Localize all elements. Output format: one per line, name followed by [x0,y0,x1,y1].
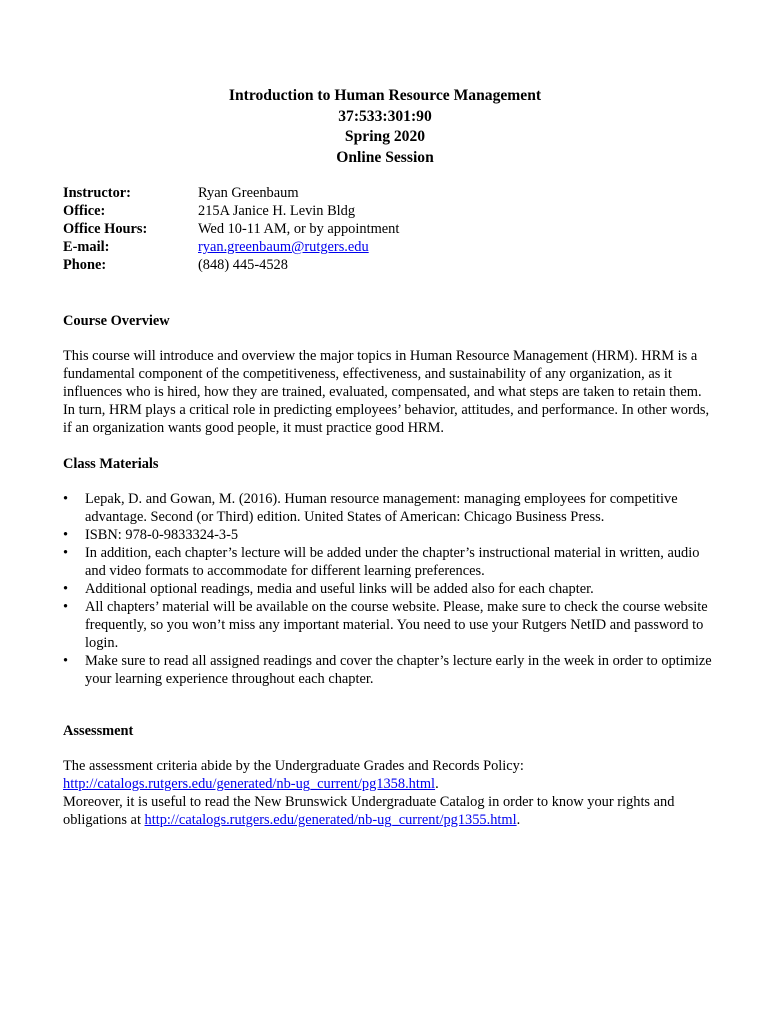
info-row-instructor [63,184,399,202]
list-item-text: In addition, each chapter’s lecture will be added under the chapter’s instructional material in written, audio and video formats to accommodate for different learning preferences. [85,545,700,579]
list-item-text: Lepak, D. and Gowan, M. (2016). Human resource management: managing employees for competitive advantage. Second (or Third) edition. United States of American: Chicago Business Press. [85,491,678,525]
overview-body: This course will introduce and overview the major topics in Human Resource Management (HRM). HRM is a fundamental component of the competitiveness, effectiveness, and sustainability of any organization, as it influences who is hired, how they are trained, evaluated, compensated, and what steps are taken to retain them. In turn, HRM plays a critical role in predicting employees’ behavior, attitudes, and performance. In other words, if an organization wants good people, it must practice good HRM. [63,348,710,436]
overview-section [63,312,713,437]
grades-policy-link[interactable]: http://catalogs.rutgers.edu/generated/nb-ug_current/pg1358.html [63,776,436,792]
period: . [516,812,521,828]
overview-heading: Course Overview [63,313,170,329]
bullet-icon: • [63,527,69,543]
catalog-link[interactable]: http://catalogs.rutgers.edu/generated/nb-ug_current/pg1355.html [144,812,517,828]
info-label: Phone: [63,257,107,273]
phone-number: (848) 445-4528 [198,257,288,273]
materials-section [63,455,713,688]
list-item [63,490,713,526]
list-item [63,526,713,544]
email-link[interactable]: ryan.greenbaum@rutgers.edu [198,239,369,255]
info-label: E-mail: [63,239,110,255]
materials-heading: Class Materials [63,456,159,472]
list-item-text: ISBN: 978-0-9833324-3-5 [85,527,239,543]
title-block [0,86,770,168]
info-row-phone [63,256,399,274]
info-label: Instructor: [63,185,131,201]
assessment-body [63,757,713,829]
course-term: Spring 2020 [344,128,426,145]
assessment-text: The assessment criteria abide by the Undergraduate Grades and Records Policy: [63,758,524,774]
office-location: 215A Janice H. Levin Bldg [198,203,356,219]
bullet-icon: • [63,653,69,669]
info-row-email [63,238,399,256]
list-item [63,598,713,652]
list-item-text: All chapters’ material will be available on the course website. Please, make sure to check the course website frequently, so you won’t miss any important material. You need to use your Rutgers NetID and password to login. [85,599,708,651]
info-label: Office: [63,203,106,219]
period: . [435,776,439,792]
info-row-office-hours [63,220,399,238]
list-item [63,580,713,598]
info-row-office [63,202,399,220]
list-item [63,652,713,688]
assessment-text: Moreover, it is useful to read the New Brunswick Undergraduate Catalog in order to know your rights and obligations at [63,794,675,828]
course-title: Introduction to Human Resource Management [228,87,542,104]
materials-list [63,490,713,688]
bullet-icon: • [63,491,69,507]
bullet-icon: • [63,581,69,597]
instructor-name: Ryan Greenbaum [198,185,299,201]
bullet-icon: • [63,545,69,561]
course-session: Online Session [336,148,434,166]
instructor-info [63,184,399,274]
assessment-heading: Assessment [63,723,134,739]
course-code: 37:533:301:90 [338,107,432,125]
info-label: Office Hours: [63,221,148,237]
assessment-section [63,722,713,829]
list-item-text: Additional optional readings, media and useful links will be added also for each chapter. [85,581,594,597]
list-item-text: Make sure to read all assigned readings and cover the chapter’s lecture early in the week in order to optimize your learning experience throughout each chapter. [85,653,712,687]
list-item [63,544,713,580]
bullet-icon: • [63,599,69,615]
office-hours: Wed 10-11 AM, or by appointment [198,221,400,237]
